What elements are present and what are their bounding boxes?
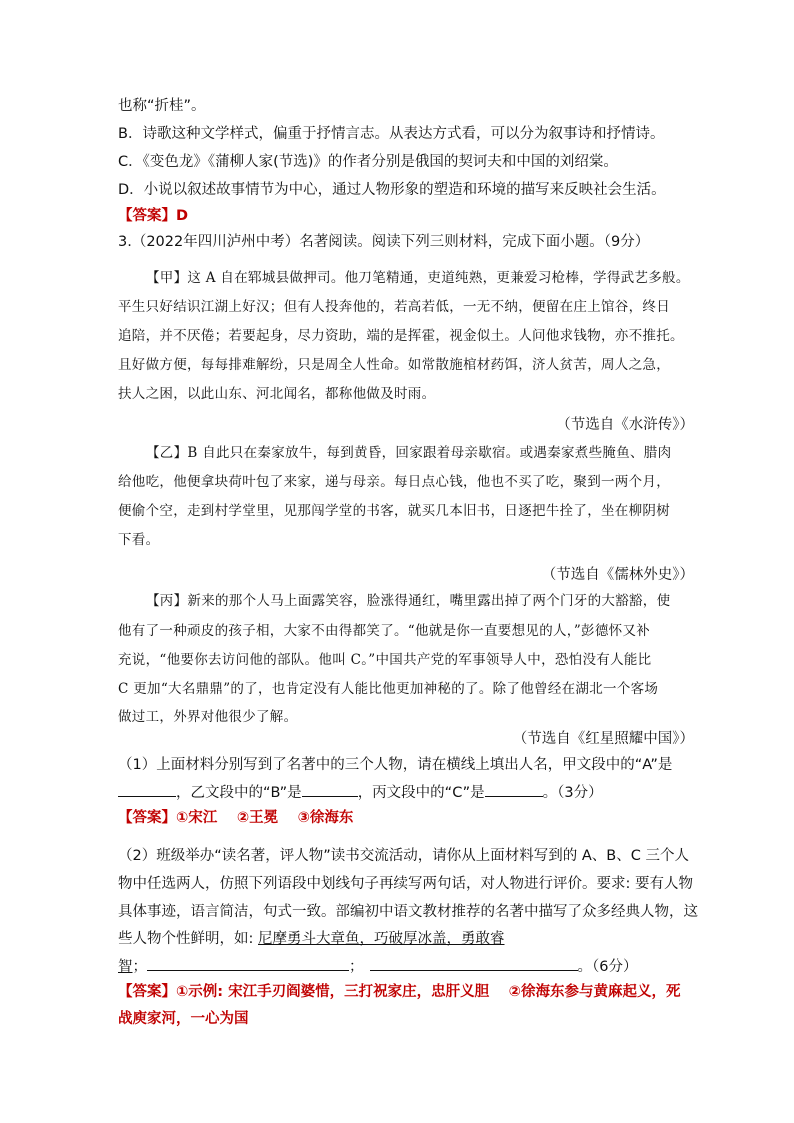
question-3-2-line-4 bbox=[118, 929, 505, 949]
passage-jia-line-3: 追陪，并不厌倦；若要起身，尽力资助，端的是挥霍，视金似土。人问他求钱物，亦不推托。 bbox=[118, 328, 684, 344]
passage-jia-line-1: 【甲】这 A 自在郓城县做押司。他刀笔精通，吏道纯熟，更兼爱习枪棒，学得武艺多般。 bbox=[146, 270, 690, 286]
semicolon: ； bbox=[132, 959, 147, 975]
semicolon: ； bbox=[349, 959, 364, 975]
answer-blank-b[interactable] bbox=[302, 782, 358, 797]
question-3-2-line-1: （2）班级举办“读名著，评人物”读书交流活动，请你从上面材料写到的 A、B、C 三个人 bbox=[118, 848, 689, 864]
answer-blank-a[interactable] bbox=[118, 782, 176, 797]
passage-yi-line-2: 给他吃，他便拿块荷叶包了来家，递与母亲。每日点心钱，他也不买了吃，聚到一两个月， bbox=[118, 474, 670, 490]
answer-3-1 bbox=[118, 808, 353, 828]
question-3-2-line-2: 物中任选两人，仿照下列语段中划线句子再续写两句话，对人物进行评价。要求: 要有人物 bbox=[118, 876, 693, 892]
answer-value: ①宋江 ②王冕 ③徐海东 bbox=[176, 810, 354, 826]
passage-jia-line-4: 且好做方便，每每排难解纷，只是周全人性命。如常散施棺材药饵，济人贫苦，周人之急， bbox=[118, 357, 670, 373]
question-3-2-blanks bbox=[118, 956, 637, 977]
blank-label-c: ，丙文段中的“C”是 bbox=[357, 785, 485, 801]
passage-bing-line-1: 【丙】新来的那个人马上面露笑容，脸涨得通红，嘴里露出掉了两个门牙的大豁豁，使 bbox=[146, 593, 671, 609]
source-rulin: （节选自《儒林外史》） bbox=[541, 567, 694, 583]
passage-jia-line-5: 扶人之困，以此山东、河北闻名，都称他做及时雨。 bbox=[118, 386, 436, 402]
answer-3-2 bbox=[118, 982, 680, 1002]
underlined-example-end: 智 bbox=[118, 959, 133, 975]
answer-blank-c[interactable] bbox=[485, 782, 543, 797]
passage-bing-line-4: C 更加“大名鼎鼎”的了，也肯定没有人能比他更加神秘的了。除了他曾经在湖北一个客场 bbox=[118, 681, 659, 697]
answer-3-2-continued: 战庾家河，一心为国 bbox=[118, 1011, 249, 1027]
question-3-2-line-3: 具体事迹，语言简洁，句式一致。部编初中语文教材推荐的名著中描写了众多经典人物，这 bbox=[118, 904, 698, 920]
underlined-example: 尼摩勇斗大章鱼，巧破厚冰盖，勇敢睿 bbox=[258, 931, 505, 947]
answer-blank-sentence-2[interactable] bbox=[370, 956, 578, 971]
answer-blank-sentence-1[interactable] bbox=[147, 956, 349, 971]
answer-2 bbox=[118, 206, 188, 226]
passage-bing-line-5: 做过工，外界对他很少了解。 bbox=[118, 709, 298, 725]
question-3-stem: 3.（2022年四川泸州中考）名著阅读。阅读下列三则材料，完成下面小题。（9分） bbox=[118, 234, 650, 250]
answer-value: ①示例: 宋江手刃阎婆惜，三打祝家庄，忠肝义胆 ②徐海东参与黄麻起义，死 bbox=[176, 984, 681, 1000]
answer-label: 【答案】 bbox=[118, 984, 176, 1000]
option-d: D．小说以叙述故事情节为中心，通过人物形象的塑造和环境的描写来反映社会生活。 bbox=[118, 182, 666, 198]
passage-yi-line-4: 下看。 bbox=[118, 532, 160, 548]
question-3-1: （1）上面材料分别写到了名著中的三个人物，请在横线上填出人名，甲文段中的“A”是 bbox=[118, 757, 673, 773]
passage-bing-line-2: 他有了一种顽皮的孩子相，大家不由得都笑了。“他就是你一直要想见的人，”彭德怀又补 bbox=[118, 623, 651, 639]
question-3-1-blanks bbox=[118, 782, 603, 803]
passage-yi-line-1: 【乙】B 自此只在秦家放牛，每到黄昏，回家跟着母亲歇宿。或遇秦家煮些腌鱼、腊肉 bbox=[146, 445, 672, 461]
source-shuihu: （节选自《水浒传》） bbox=[556, 417, 694, 433]
source-hongxing: （节选自《红星照耀中国》） bbox=[512, 731, 694, 747]
blank-label-b: ，乙文段中的“B”是 bbox=[176, 785, 302, 801]
passage-bing-line-3: 充说，“他要你去访问他的部队。他叫 C。”中国共产党的军事领导人中，恐怕没有人能比 bbox=[118, 652, 652, 668]
example-lead: 些人物个性鲜明，如: bbox=[118, 931, 258, 947]
answer-value: D bbox=[176, 208, 189, 224]
option-a-tail: 也称“折桂”。 bbox=[118, 98, 206, 114]
score-3: 。（3分） bbox=[542, 785, 603, 801]
option-c: C．《变色龙》《蒲柳人家(节选)》的作者分别是俄国的契诃夫和中国的刘绍棠。 bbox=[118, 154, 618, 170]
option-b: B．诗歌这种文学样式，偏重于抒情言志。从表达方式看，可以分为叙事诗和抒情诗。 bbox=[118, 126, 665, 142]
passage-jia-line-2: 平生只好结识江湖上好汉；但有人投奔他的，若高若低，一无不纳，便留在庄上馆谷，终日 bbox=[118, 299, 670, 315]
score-6: 。（6分） bbox=[577, 959, 638, 975]
answer-label: 【答案】 bbox=[118, 810, 176, 826]
passage-yi-line-3: 便偷个空，走到村学堂里，见那闯学堂的书客，就买几本旧书，日逐把牛拴了，坐在柳阴树 bbox=[118, 503, 670, 519]
answer-label: 【答案】 bbox=[118, 208, 176, 224]
